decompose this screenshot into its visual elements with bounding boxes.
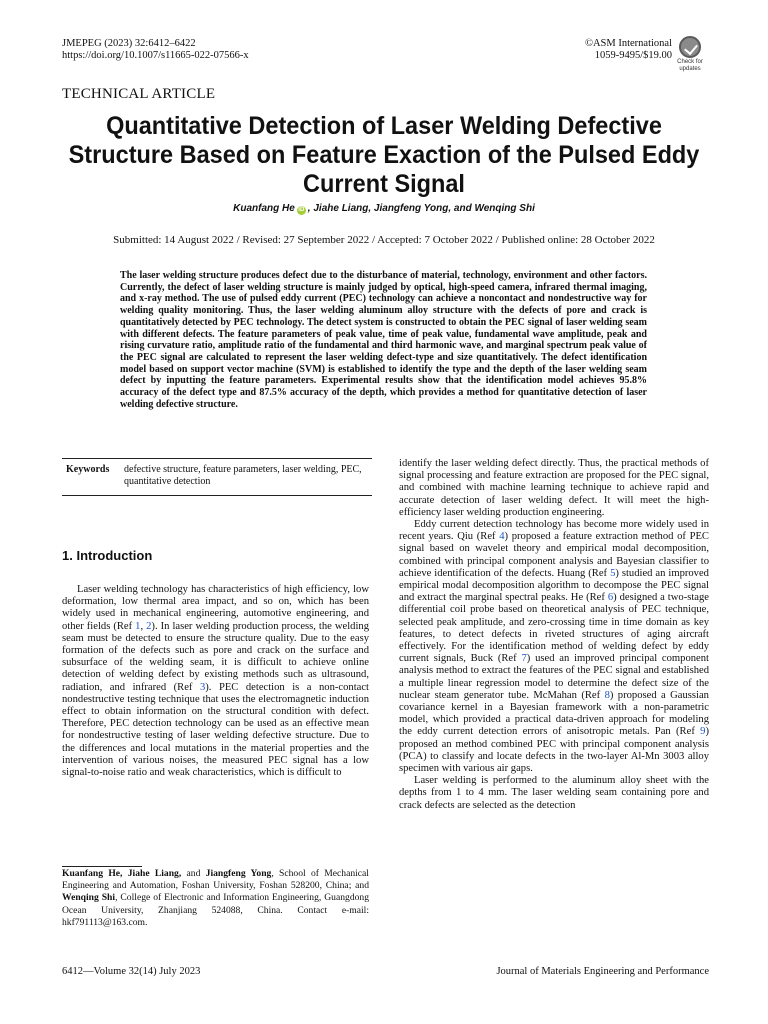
orcid-icon[interactable]: iD [298,207,305,213]
keywords-label: Keywords [66,464,110,475]
footer-page-volume: 6412—Volume 32(14) July 2023 [62,966,201,977]
publication-dates: Submitted: 14 August 2022 / Revised: 27 September 2022 / Accepted: 7 October 2022 / Published online: 28 October 2022 [113,234,655,246]
reference-link[interactable]: 1 [135,620,141,632]
reference-link[interactable]: 2 [146,620,152,632]
copyright-block [585,38,672,62]
left-column [62,584,369,779]
abstract: The laser welding structure produces defect due to the disturbance of material, technology, environment and other factors. Currently, the defect of laser welding structure is mainly judged by optical, high-speed camera, infrared thermal imaging, and x-ray method. The use of pulsed eddy current (PEC) technology can achieve a noncontact and nondestructive way for welding quality monitoring. Thus, the laser welding aluminum alloy structure with the defects of pore and crack is quantitatively detected by PEC technology. The detect system is constructed to obtain the PEC signal of laser welding seam with different defects. The feature parameters of peak value, time of peak value, fundamental wave amplitude, peak and rising curvature ratio, amplitude ratio of the fundamental and third harmonic wave, and marginal spectrum peak value of the PEC signal are calculated to represent the laser welding defect-type and size quantitatively. The defect identification model based on support vector machine (SVM) is established to identify the type and the depth of the laser welding seam defect by inputting the feature parameters. Experimental results show that the identification model achieves 95.8% accuracy of the defect type and 87.5% accuracy of the depth, which provides a method for quantitative detection of laser welding defective structure. [120,270,647,410]
keywords-box [62,458,372,496]
paragraph: Laser welding technology has characteristics of high efficiency, low deformation, low thermal area impact, and so on, which has been widely used in mechanical engineering, automotive engineering, and other fields (Ref 1, 2). In laser welding production process, the welding seam must be detected to ensure the structure quality. Due to the easy formation of the defects such as pore and crack on the surface and subsurface of the welding seam, it is difficult to achieve online detection of welding defect by existing methods such as ultrasound, radiation, and infrared (Ref 3). PEC detection is a non-contact nondestructive testing technique that uses the electromagnetic induction effect to obtain information on the structural condition with defect. Therefore, PEC detection technology can be used as an effective mean for nondestructive testing of laser welding defective structure. Due to the differences and local mutations in the material properties and the intervention of various noises, the measured PEC signal has a low signal-to-noise ratio and weak characteristics, which is difficult to [62,584,370,779]
right-column [399,458,709,812]
author-affiliations: Kuanfang He, Jiahe Liang, and Jiangfeng Yong, School of Mechanical Engineering and Automation, Foshan University, Foshan 528200, China; and Wenqing Shi, College of Electronic and Information Engineering, Guangdong Ocean University, Zhanjiang 524088, China. Contact e-mail: hkf791113@163.com. [62,868,370,928]
crossmark-icon [679,36,701,58]
author-list [40,203,728,215]
reference-link[interactable]: 7 [521,653,527,665]
journal-citation [62,38,249,62]
paragraph: Eddy current detection technology has become more widely used in recent years. Qiu (Ref 4) proposed a feature extraction method of PEC signal based on wavelet theory and empirical modal decomposition, combined with principal component analysis and Bayesian classifier to achieve identification of the defects. Huang (Ref 5) studied an improved empirical modal decomposition algorithm to decompose the PEC signal and extract the marginal spectral peaks. He (Ref 6) designed a two-stage differential coil probe based on theoretical analysis of PEC technique, selected peak amplitude, and zero-crossing time in time domain as key features, to detect defects in riveted structures of aging aircraft effectively. For the identification method of welding defect by eddy current signals, Buck (Ref 7) used an improved principal component analysis method to extract the features of the PEC signal and established a multiple linear regression model to determine the defect size of the nuclear steam generator tube. McMahan (Ref 8) proposed a Gaussian covariance kernel in a Bayesian framework with a non-parametric model, which provided a practical data-driven approach for modeling the eddy current detection errors of anisotropic metals. Pan (Ref 9) proposed an method combined PEC with principal component analysis (PCA) to classify and locate defects in the two-layer Al-Mn 3003 alloy specimen with various air gaps. [399,519,710,775]
author-first[interactable]: Kuanfang He [233,203,295,214]
author-others: , Jiahe Liang, Jiangfeng Yong, and Wenqing Shi [307,203,535,214]
crossmark-label: Check for updates [677,59,703,72]
paragraph: identify the laser welding defect directly. Thus, the practical methods of signal processing and feature extraction are proposed for the PEC signal, and combined with machine learning technique to achieve rapid and accurate detection of laser welding defect. It will meet the high-efficiency laser welding production engineering. [399,458,709,518]
reference-link[interactable]: 3 [199,681,206,693]
footnote-divider [62,866,142,867]
reference-link[interactable]: 9 [700,726,706,738]
section-heading-introduction: 1. Introduction [62,548,153,563]
article-type: TECHNICAL ARTICLE [62,86,216,102]
copyright-holder: ©ASM International [584,38,672,49]
paragraph: Laser welding is performed to the aluminum alloy sheet with the depths from 1 to 4 mm. The laser welding seam containing pore and crack defects are selected as the detection [399,775,709,811]
reference-link[interactable]: 5 [610,567,616,579]
journal-volume-line: JMEPEG (2023) 32:6412–6422 [62,38,196,49]
check-for-updates-button[interactable] [672,36,708,76]
keywords-list: defective structure, feature parameters, laser welding, PEC, quantitative detection [124,464,362,487]
reference-link[interactable]: 6 [607,592,614,604]
article-title: Quantitative Detection of Laser Welding Defective Structure Based on Feature Exaction of the Pulsed Eddy Current Signal [68,112,700,198]
reference-link[interactable]: 4 [499,531,505,543]
footer-journal-name: Journal of Materials Engineering and Performance [496,966,709,977]
issn-price: 1059-9495/$19.00 [594,50,672,61]
reference-link[interactable]: 8 [604,689,610,701]
doi-link[interactable]: https://doi.org/10.1007/s11665-022-07566-x [62,50,249,61]
